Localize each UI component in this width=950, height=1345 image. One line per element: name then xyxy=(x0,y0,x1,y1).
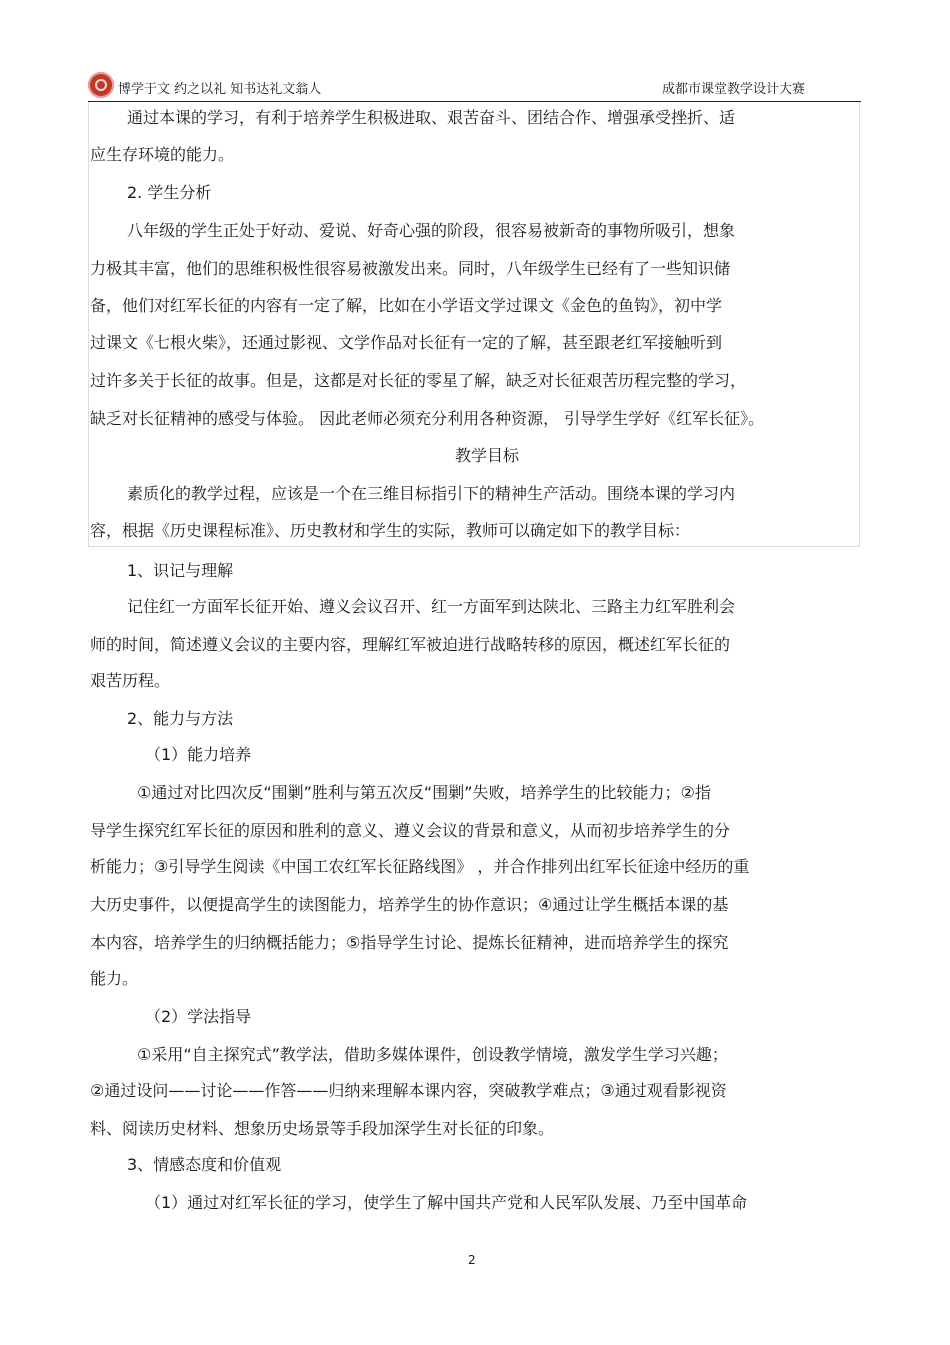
subsection-heading: （1）能力培养 xyxy=(145,745,252,764)
body-line: 大历史事件，以便提高学生的读图能力，培养学生的协作意识；④通过让学生概括本课的基 xyxy=(90,895,729,914)
body-line: 能力。 xyxy=(90,969,139,988)
body-line: ①采用“自主探究式”教学法，借助多媒体课件，创设教学情境，激发学生学习兴趣； xyxy=(137,1045,728,1064)
body-line: 备，他们对红军长征的内容有一定了解，比如在小学语文学过课文《金色的鱼钩》，初中学 xyxy=(90,296,723,315)
body-line: 力极其丰富，他们的思维积极性很容易被激发出来。同时，八年级学生已经有了一些知识储 xyxy=(90,259,731,278)
body-line: 八年级的学生正处于好动、爱说、好奇心强的阶段，很容易被新奇的事物所吸引，想象 xyxy=(127,221,736,240)
body-line: ②通过设问——讨论——作答——归纳来理解本课内容，突破教学难点；③通过观看影视资 xyxy=(90,1081,727,1100)
body-line: 过课文《七根火柴》，还通过影视、文学作品对长征有一定的了解，甚至跟老红军接触听到 xyxy=(90,333,723,352)
body-line: 记住红一方面军长征开始、遵义会议召开、红一方面军到达陕北、三路主力红军胜利会 xyxy=(127,597,736,616)
body-line: 应生存环境的能力。 xyxy=(90,145,235,164)
section-heading: 3、情感态度和价值观 xyxy=(127,1155,282,1174)
subsection-heading: （2）学法指导 xyxy=(145,1007,252,1026)
section-heading: 2. 学生分析 xyxy=(127,183,212,202)
body-line: 通过本课的学习，有利于培养学生积极进取、艰苦奋斗、团结合作、增强承受挫折、适 xyxy=(127,108,736,127)
body-line: 析能力；③引导学生阅读《中国工农红军长征路线图》 ，并合作排列出红军长征途中经历的重 xyxy=(90,857,750,876)
header-contest-title: 成都市课堂教学设计大赛 xyxy=(661,82,805,97)
school-logo-icon xyxy=(88,72,114,98)
body-line: 缺乏对长征精神的感受与体验。 因此老师必须充分利用各种资源， 引导学生学好《红军长征》。 xyxy=(90,409,765,428)
body-line: 过许多关于长征的故事。但是，这都是对长征的零星了解，缺乏对长征艰苦历程完整的学习， xyxy=(90,371,747,390)
body-line: 导学生探究红军长征的原因和胜利的意义、遵义会议的背景和意义，从而初步培养学生的分 xyxy=(90,821,731,840)
body-line: 本内容，培养学生的归纳概括能力；⑤指导学生讨论、提炼长征精神，进而培养学生的探究 xyxy=(90,933,729,952)
header-motto: 博学于文 约之以礼 知书达礼文翁人 xyxy=(118,82,322,97)
section-heading: 1、识记与理解 xyxy=(127,561,234,580)
body-line: （1）通过对红军长征的学习，使学生了解中国共产党和人民军队发展、乃至中国革命 xyxy=(145,1193,748,1212)
body-line: ①通过对比四次反“围剿”胜利与第五次反“围剿”失败，培养学生的比较能力；②指 xyxy=(137,783,711,802)
section-title: 教学目标 xyxy=(455,446,520,465)
body-line: 艰苦历程。 xyxy=(90,671,171,690)
page-header xyxy=(88,68,861,102)
body-line: 素质化的教学过程，应该是一个在三维目标指引下的精神生产活动。围绕本课的学习内 xyxy=(127,484,736,503)
body-line: 料、阅读历史材料、想象历史场景等手段加深学生对长征的印象。 xyxy=(90,1119,555,1138)
body-line: 师的时间，简述遵义会议的主要内容，理解红军被迫进行战略转移的原因，概述红军长征的 xyxy=(90,635,731,654)
section-heading: 2、能力与方法 xyxy=(127,709,234,728)
text-frame xyxy=(88,102,860,547)
page-number: 2 xyxy=(468,1253,476,1267)
body-line: 容，根据《历史课程标准》、历史教材和学生的实际，教师可以确定如下的教学目标： xyxy=(90,521,691,540)
